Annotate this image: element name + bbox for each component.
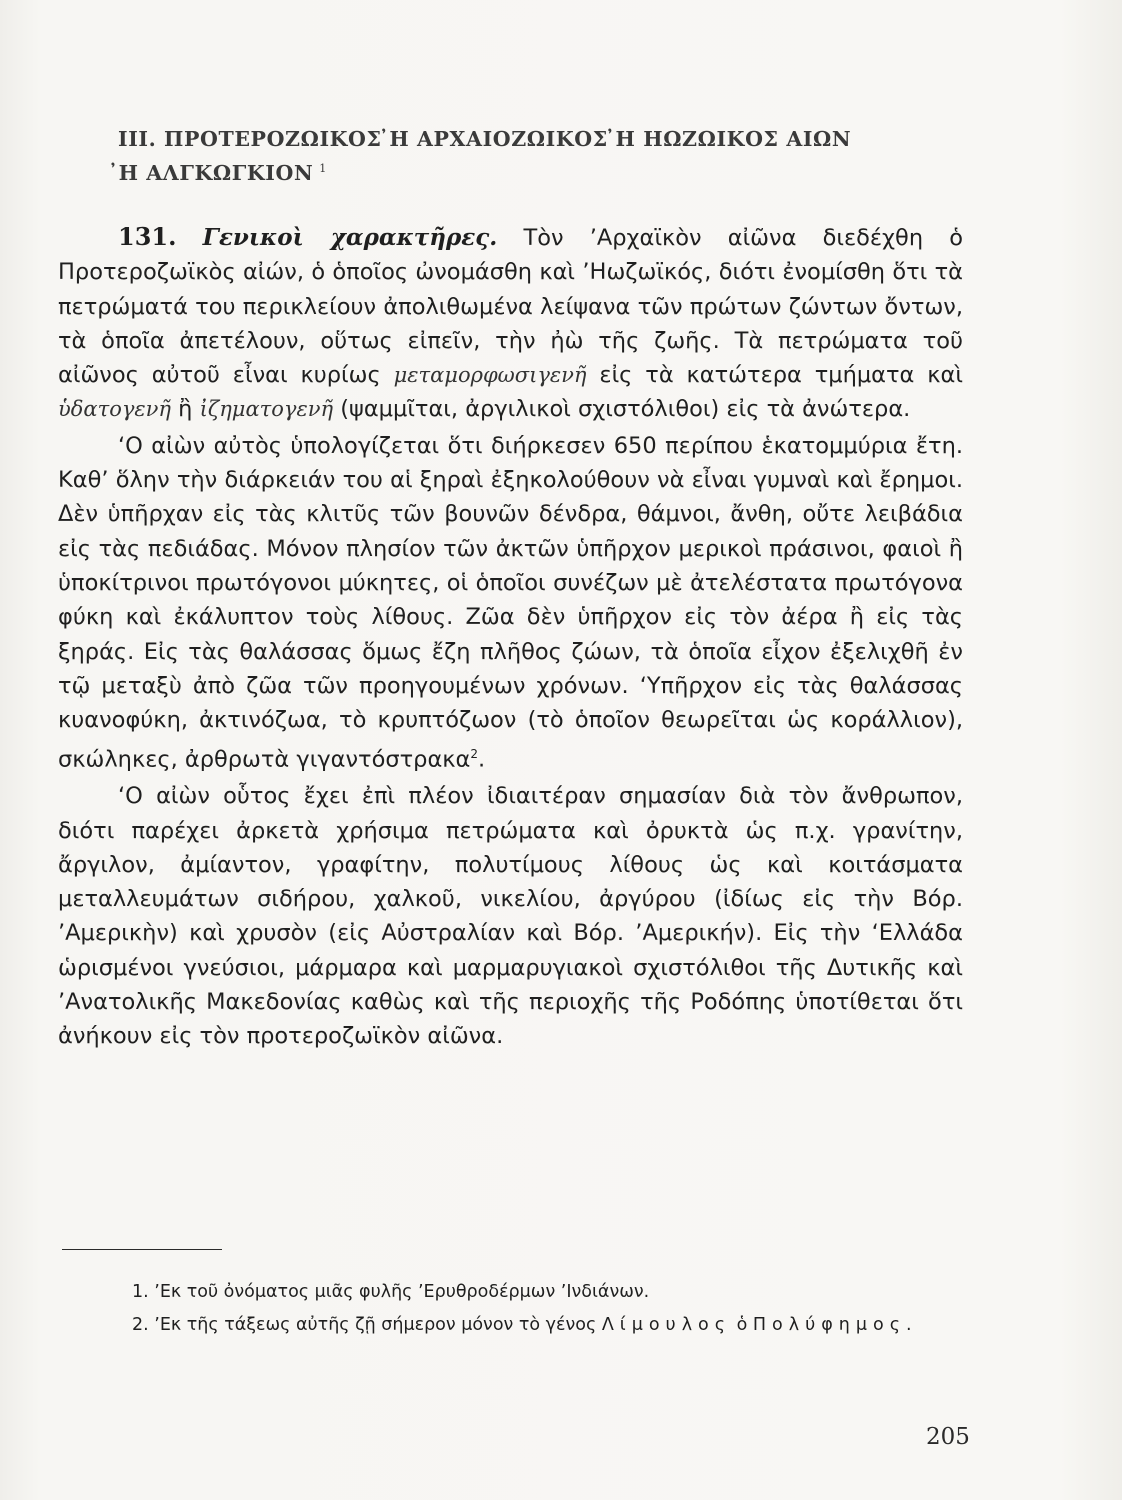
fn2-genus-name: Λίμουλος [601, 1315, 732, 1335]
paragraph-3: ‘Ο αἰὼν οὗτος ἔχει ἐπὶ πλέον ἰδιαιτέραν σημασίαν διὰ τὸν ἄνθρωπον, διότι παρέχει ἀρκετὰ χρήσιμα πετρώματα καὶ ὀρυκτὰ ὡς π.χ. γρανίτην, ἄργιλον, ἀμίαντον, γραφίτην, πολυτίμους λίθους ὡς καὶ κοιτάσματα μεταλλευμάτων σιδήρου, χαλκοῦ, νικελίου, ἀργύρου (ἰδίως εἰς τὴν Βόρ. ’Αμερικὴν) καὶ χρυσὸν (εἰς Αὐστραλίαν καὶ Βόρ. ’Αμερικήν). Εἰς τὴν ‘Ελλάδα ὡρισμένοι γνεύσιοι, μάρμαρα καὶ μαρμαρυγιακοὶ σχιστόλιθοι τῆς Δυτικῆς καὶ ’Ανατολικῆς Μακεδονίας καθὼς καὶ τῆς περιοχῆς τῆς Ροδόπης ὑποτίθεται ὅτι ἀνήκουν εἰς τὸν προτεροζωϊκὸν αἰῶνα. [58, 783, 963, 1050]
section-number: 131. [118, 222, 177, 251]
p1-italic-term-1: μεταμορφωσιγενῆ [393, 363, 587, 388]
p2-text: ‘Ο αἰὼν αὐτὸς ὑπολογίζεται ὅτι διήρκεσεν 650 περίπου ἑκατομμύρια ἔτη. Καθ’ ὅλην τὴν διάρκειάν του αἱ ξηραὶ ἐξηκολούθουν νὰ εἶναι γυμναὶ καὶ ἔρημοι. Δὲν ὑπῆρχαν εἰς τὰς κλιτῦς τῶν βουνῶν δένδρα, θάμνοι, ἄνθη, οὔτε λειβάδια εἰς τὰς πεδιάδας. Μόνον πλησίον τῶν ἀκτῶν ὑπῆρχον μερικοὶ πράσινοι, φαιοὶ ἢ ὑποκίτρινοι πρωτόγονοι μύκητες, οἱ ὁποῖοι συνέζων μὲ ἀτελέστατα πρωτόγονα φύκη καὶ ἐκάλυπτον τοὺς λίθους. Ζῶα δὲν ὑπῆρχον εἰς τὸν ἀέρα ἢ εἰς τὰς ξηράς. Εἰς τὰς θαλάσσας ὅμως ἔζη πλῆθος ζώων, τὰ ὁποῖα εἶχον ἐξελιχθῆ ἐν τῷ μεταξὺ ἀπὸ ζῶα τῶν προηγουμένων χρόνων. ‘Υπῆρχον εἰς τὰς θαλάσσας κυανοφύκη, ἀκτινόζωα, τὸ κρυπτόζωον (τὸ ὁποῖον θεωρεῖται ὡς κοράλλιον), σκώληκες, ἀρθρωτὰ γιγαντόστρακα [58, 432, 963, 773]
fn2-species-name: Πολύφημος [752, 1315, 906, 1335]
fn2-text-a: 2. ’Εκ τῆς τάξεως αὐτῆς ζῇ σήμερον μόνον τὸ γένος [132, 1315, 602, 1335]
chapter-title [118, 124, 978, 188]
chapter-title-line1: III. ΠΡΟΤΕΡΟΖΩΙΚΟΣ ̓Η ΑΡΧΑΙΟΖΩΙΚΟΣ ̓Η ΗΩΖΩΙΚΟΣ ΑΙΩΝ [118, 127, 852, 151]
footnote-ref-1: 1 [319, 162, 327, 175]
footnote-divider [62, 1249, 222, 1250]
p2-end: . [478, 746, 486, 773]
p1-text-a: Τὸν ’Αρχαϊκὸν αἰῶνα διεδέχθη ὁ Προτεροζωϊκὸς αἰών, ὁ ὁποῖος ὠνομάσθη καὶ ’Ηωζωϊκός, διότι ἐνομίσθη ὅτι τὰ πετρώματά του περικλείουν ἀπολιθωμένα λείψανα τῶν πρώτων ζώντων ὄντων, τὰ ὁποῖα ἀπετέλουν, οὕτως εἰπεῖν, τὴν ἠὼ τῆς ζωῆς. Τὰ πετρώματα τοῦ αἰῶνος αὐτοῦ εἶναι κυρίως [58, 225, 964, 389]
footnote-2 [62, 1309, 972, 1342]
footnote-1: 1. ’Εκ τοῦ ὀνόματος μιᾶς φυλῆς ’Ερυθροδέρμων ’Ινδιάνων. [132, 1282, 650, 1302]
p1-italic-term-2: ὑδατογενῆ [58, 397, 172, 422]
paragraph-1 [58, 220, 963, 427]
paragraph-2 [58, 429, 963, 777]
footnotes [62, 1276, 972, 1342]
p1-italic-term-3: ἰζηματογενῆ [199, 397, 334, 422]
chapter-title-line2 [118, 154, 978, 188]
footnote-ref-2: 2 [470, 747, 479, 762]
fn2-text-b: ὁ [731, 1315, 753, 1335]
p1-text-b: εἰς τὰ κατώτερα τμήματα καὶ [586, 362, 963, 389]
main-text [58, 220, 963, 1054]
p1-text-c: ἢ [171, 396, 200, 423]
p1-text-d: (ψαμμῖται, ἀργιλικοὶ σχιστόλιθοι) εἰς τὰ ἀνώτερα. [333, 396, 911, 423]
section-heading: Γενικοὶ χαρακτῆρες. [202, 224, 498, 251]
fn2-text-c: . [905, 1315, 912, 1335]
page-number: 205 [926, 1424, 970, 1450]
chapter-title-line2-text: ̓Η ΑΛΓΚΩΓΚΙΟΝ [118, 160, 314, 185]
